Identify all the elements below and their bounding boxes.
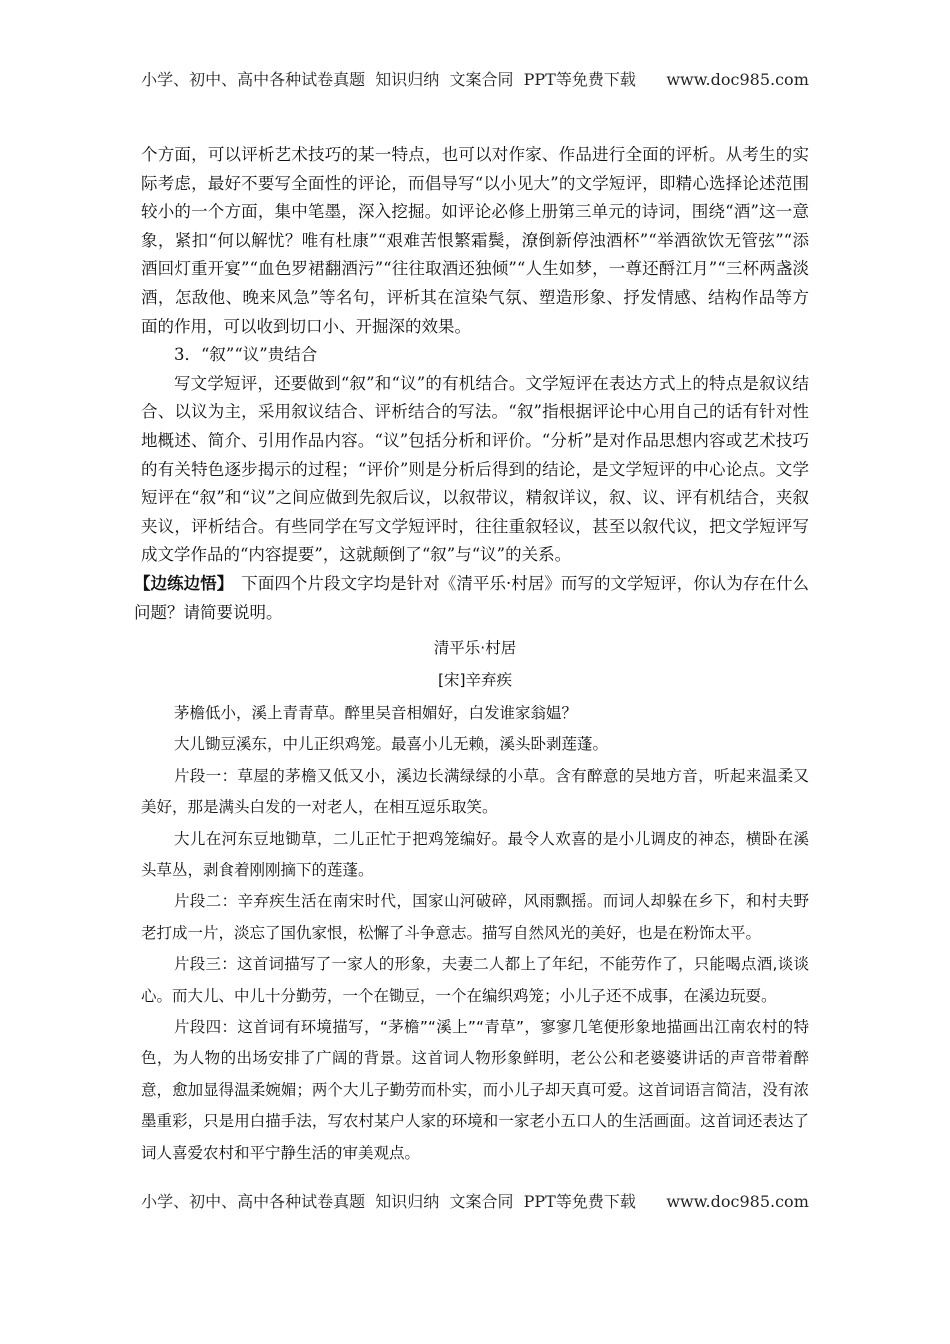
practice-block [134, 570, 809, 627]
fragment-3: 片段三：这首词描写了一家人的形象，夫妻二人都上了年纪，不能劳作了，只能喝点酒,谈谈心。而大儿、中儿十分勤劳，一个在锄豆，一个在编织鸡笼；小儿子还不成事，在溪边玩耍。 [141, 955, 809, 1005]
section-3-heading: 3．“叙”“议”贵结合 [174, 345, 318, 365]
practice-tag: 【边练边悟】 [134, 573, 234, 593]
section-3-body: 写文学短评，还要做到“叙”和“议”的有机结合。文学短评在表达方式上的特点是叙议结合、以议为主，采用叙议结合、评析结合的写法。“叙”指根据评论中心用自己的话有针对性地概述、简介、引用作品内容。“议”包括分析和评价。“分析”是对作品思想内容或艺术技巧的有关特色逐步揭示的过程；“评价”则是分析后得到的结论，是文学短评的中心论点。文学短评在“叙”和“议”之间应做到先叙后议，以叙带议，精叙详议，叙、议、评有机结合，夹叙夹议，评析结合。有些同学在写文学短评时，往往重叙轻议，甚至以叙代议，把文学短评写成文学作品的“内容提要”，这就颠倒了“叙”与“议”的关系。 [141, 373, 809, 565]
continued-paragraph: 个方面，可以评析艺术技巧的某一特点，也可以对作家、作品进行全面的评析。从考生的实际考虑，最好不要写全面性的评论，而倡导写“以小见大”的文学短评，即精心选择论述范围较小的一个方面，集中笔墨，深入挖掘。如评论必修上册第三单元的诗词，围绕“酒”这一意象，紧扣“何以解忧？唯有杜康”“艰难苦恨繁霜鬓，潦倒新停浊酒杯”“举酒欲饮无管弦”“添酒回灯重开宴”“血色罗裙翻酒污”“往往取酒还独倾”“人生如梦，一尊还酹江月”“三杯两盏淡酒，怎敌他、晚来风急”等名句，评析其在渲染气氛、塑造形象、抒发情感、结构作品等方面的作用，可以收到切口小、开掘深的效果。 [141, 145, 809, 336]
page-body [134, 141, 810, 1169]
poem-author: [宋]辛弃疾 [437, 670, 513, 689]
page-footer: 小学、初中、高中各种试卷真题 知识归纳 文案合同 PPT等免费下载 www.doc985.com [141, 1192, 809, 1211]
fragment-4: 片段四：这首词有环境描写，“茅檐”“溪上”“青草”，寥寥几笔便形象地描画出江南农村的特色，为人物的出场安排了广阔的背景。这首词人物形象鲜明，老公公和老婆婆讲话的声音带着醉意，愈加显得温柔婉媚；两个大儿子勤劳而朴实，而小儿子却天真可爱。这首词语言简洁，没有浓墨重彩，只是用白描手法，写农村某户人家的环境和一家老小五口人的生活画面。这首词还表达了词人喜爱农村和平宁静生活的审美观点。 [141, 1017, 809, 1162]
page-header: 小学、初中、高中各种试卷真题 知识归纳 文案合同 PPT等免费下载 www.doc985.com [141, 70, 809, 89]
poem-line: 大儿锄豆溪东，中儿正织鸡笼。最喜小儿无赖，溪头卧剥莲蓬。 [174, 735, 609, 754]
fragment-2: 片段二：辛弃疾生活在南宋时代，国家山河破碎，风雨飘摇。而词人却躲在乡下，和村夫野老打成一片，淡忘了国仇家恨，松懈了斗争意志。描写自然风光的美好，也是在粉饰太平。 [141, 892, 809, 942]
practice-prompt: 下面四个片段文字均是针对《清平乐·村居》而写的文学短评，你认为存在什么问题？请简要说明。 [134, 573, 810, 622]
fragment-1-continued: 大儿在河东豆地锄草，二儿正忙于把鸡笼编好。最令人欢喜的是小儿调皮的神态，横卧在溪头草丛，剥食着刚刚摘下的莲蓬。 [141, 829, 809, 879]
poem-title: 清平乐·村居 [433, 639, 517, 658]
poem-and-fragments [141, 633, 809, 1169]
poem-line: 茅檐低小，溪上青青草。醉里吴音相媚好，白发谁家翁媪？ [174, 703, 578, 722]
fragment-1: 片段一：草屋的茅檐又低又小，溪边长满绿绿的小草。含有醉意的吴地方音，听起来温柔又美好，那是满头白发的一对老人，在相互逗乐取笑。 [141, 766, 809, 817]
